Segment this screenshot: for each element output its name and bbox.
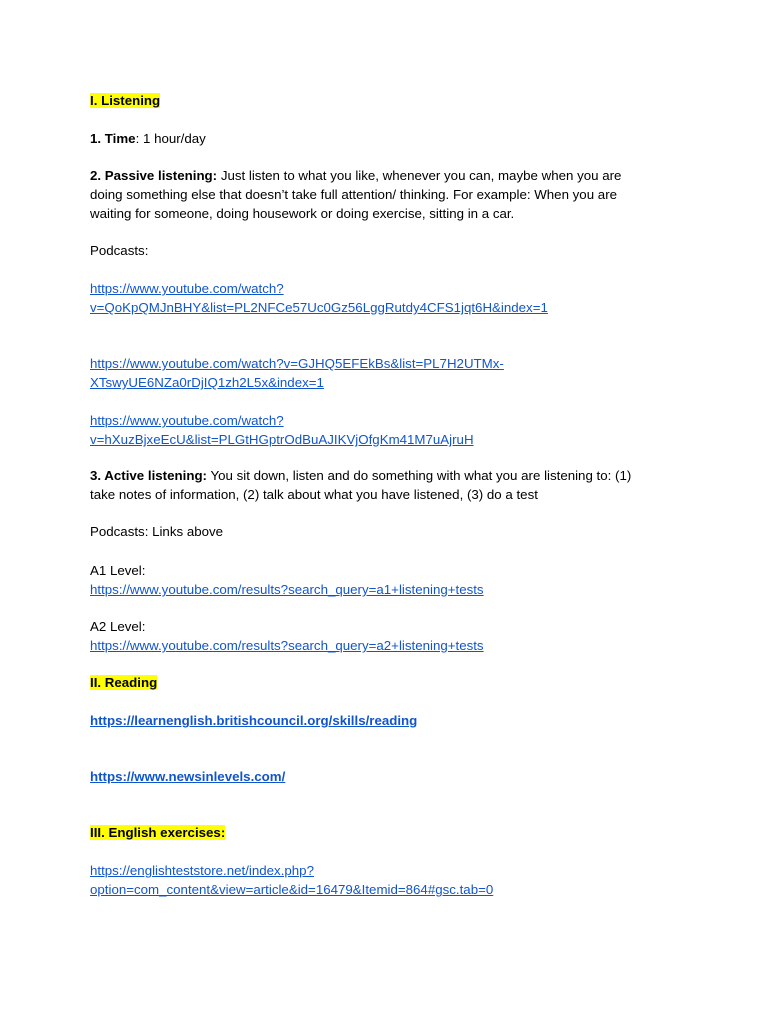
- podcast-link-2-line-1[interactable]: https://www.youtube.com/watch?v=GJHQ5EFEkBs&list=PL7H2UTMx-: [90, 356, 504, 371]
- podcasts-label: Podcasts:: [90, 243, 149, 258]
- passive-label: 2. Passive listening:: [90, 168, 218, 183]
- active-paragraph-line-1: [90, 466, 631, 485]
- passive-text-1: Just listen to what you like, whenever you can, maybe when you are: [217, 168, 622, 183]
- active-paragraph-line-2: take notes of information, (2) talk about what you have listened, (3) do a test: [90, 487, 538, 502]
- passive-paragraph-line-2: doing something else that doesn’t take full attention/ thinking. For example: When you are: [90, 187, 618, 202]
- podcasts-links-above: Podcasts: Links above: [90, 524, 224, 539]
- time-paragraph: [90, 129, 206, 148]
- a2-level-label: A2 Level:: [90, 619, 146, 634]
- a1-level-link[interactable]: https://www.youtube.com/results?search_query=a1+listening+tests: [90, 582, 484, 597]
- podcast-link-2-line-2[interactable]: XTswyUE6NZa0rDjIQ1zh2L5x&index=1: [90, 375, 324, 390]
- podcast-link-3-line-2[interactable]: v=hXuzBjxeEcU&list=PLGtHGptrOdBuAJIKVjOfgKm41M7uAjruH: [90, 432, 474, 447]
- podcast-link-1-line-1[interactable]: https://www.youtube.com/watch?: [90, 281, 284, 296]
- active-text-1: You sit down, listen and do something with what you are listening to: (1): [207, 468, 632, 483]
- active-label: 3. Active listening:: [90, 468, 207, 483]
- time-value: : 1 hour/day: [135, 131, 206, 146]
- heading-reading: [90, 673, 157, 692]
- exercises-link-line-1[interactable]: https://englishteststore.net/index.php?: [90, 863, 314, 878]
- heading-listening-text: I. Listening: [90, 93, 161, 108]
- a2-level-link[interactable]: https://www.youtube.com/results?search_query=a2+listening+tests: [90, 638, 484, 653]
- podcast-link-3-line-1[interactable]: https://www.youtube.com/watch?: [90, 413, 284, 428]
- podcast-link-1-line-2[interactable]: v=QoKpQMJnBHY&list=PL2NFCe57Uc0Gz56LggRutdy4CFS1jqt6H&index=1: [90, 300, 548, 315]
- passive-paragraph-line-1: [90, 166, 621, 185]
- exercises-link-line-2[interactable]: option=com_content&view=article&id=16479&Itemid=864#gsc.tab=0: [90, 882, 494, 897]
- reading-link-news-in-levels[interactable]: https://www.newsinlevels.com/: [90, 769, 286, 784]
- heading-exercises-text: III. English exercises:: [90, 825, 226, 840]
- heading-exercises: [90, 823, 225, 842]
- time-label: 1. Time: [90, 131, 136, 146]
- passive-paragraph-line-3: waiting for someone, doing housework or doing exercise, sitting in a car.: [90, 206, 515, 221]
- heading-listening: [90, 91, 160, 110]
- reading-link-british-council[interactable]: https://learnenglish.britishcouncil.org/skills/reading: [90, 713, 418, 728]
- a1-level-label: A1 Level:: [90, 563, 146, 578]
- heading-reading-text: II. Reading: [90, 675, 158, 690]
